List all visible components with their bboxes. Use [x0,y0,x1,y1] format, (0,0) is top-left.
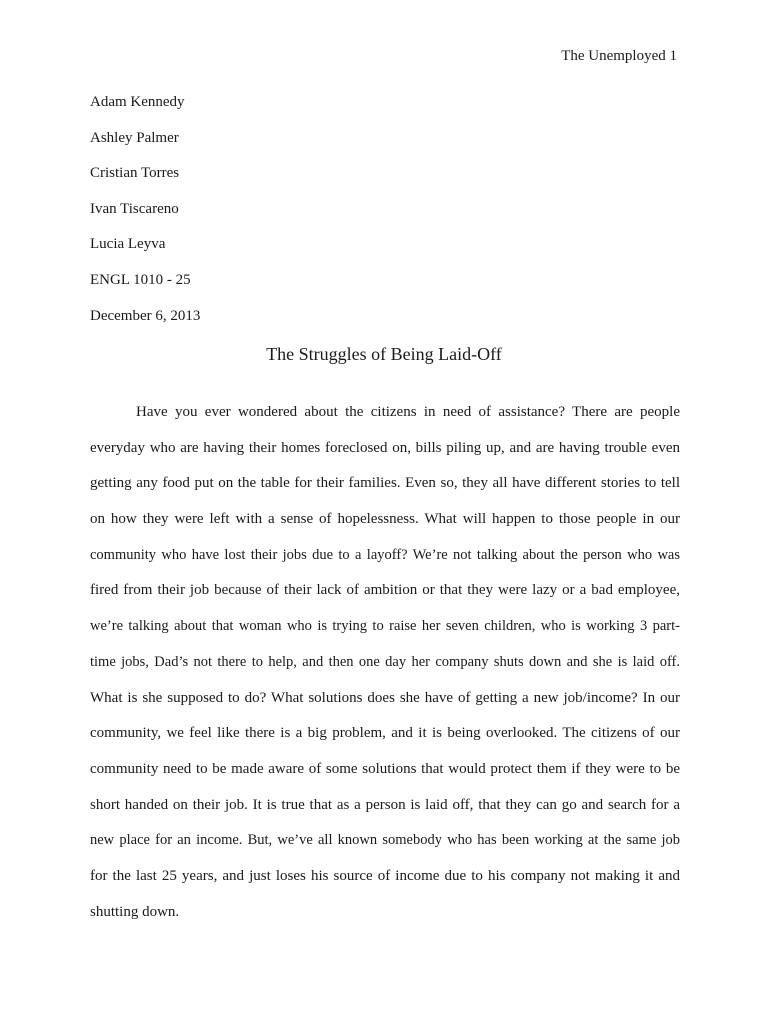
body-line: community need to be made aware of some solutions that would protect them if they were to be [90,760,680,777]
body-line: time jobs, Dad’s not there to help, and then one day her company shuts down and she is laid off. [90,653,680,670]
body-line: fired from their job because of their lack of ambition or that they were lazy or a bad employee, [90,582,680,599]
body-line: shutting down. [90,903,180,920]
body-line: short handed on their job. It is true that as a person is laid off, that they can go and search for a [90,796,680,813]
page-title: The Struggles of Being Laid-Off [266,344,502,364]
heading-block [90,92,680,341]
body-line: community, we feel like there is a big problem, and it is being overlooked. The citizens of our [90,725,680,742]
body-line: community who have lost their jobs due to a layoff? We’re not talking about the person who was [90,546,680,563]
course-label: ENGL 1010 - 25 [90,271,191,288]
author-name: Lucia Leyva [90,236,166,253]
body-line: new place for an income. But, we’ve all known somebody who has been working at the same job [90,832,680,849]
body-line: we’re talking about that woman who is trying to raise her seven children, who is working 3 part- [90,618,680,635]
body-line: everyday who are having their homes foreclosed on, bills piling up, and are having trouble even [90,439,680,456]
author-name: Ivan Tiscareno [90,200,179,217]
author-name: Cristian Torres [90,165,180,182]
body-line: What is she supposed to do? What solutions does she have of getting a new job/income? In our [90,689,680,706]
body-paragraph [90,402,680,937]
author-name: Adam Kennedy [90,94,185,110]
body-line: on how they were left with a sense of hopelessness. What will happen to those people in our [90,511,680,528]
body-line: for the last 25 years, and just loses his source of income due to his company not making it and [90,867,680,884]
body-line: Have you ever wondered about the citizens in need of assistance? There are people [136,404,680,420]
author-name: Ashley Palmer [90,129,179,146]
running-head: The Unemployed 1 [561,48,677,64]
date-label: December 6, 2013 [90,307,201,324]
body-line: getting any food put on the table for their families. Even so, they all have different stories to tell [90,475,680,492]
